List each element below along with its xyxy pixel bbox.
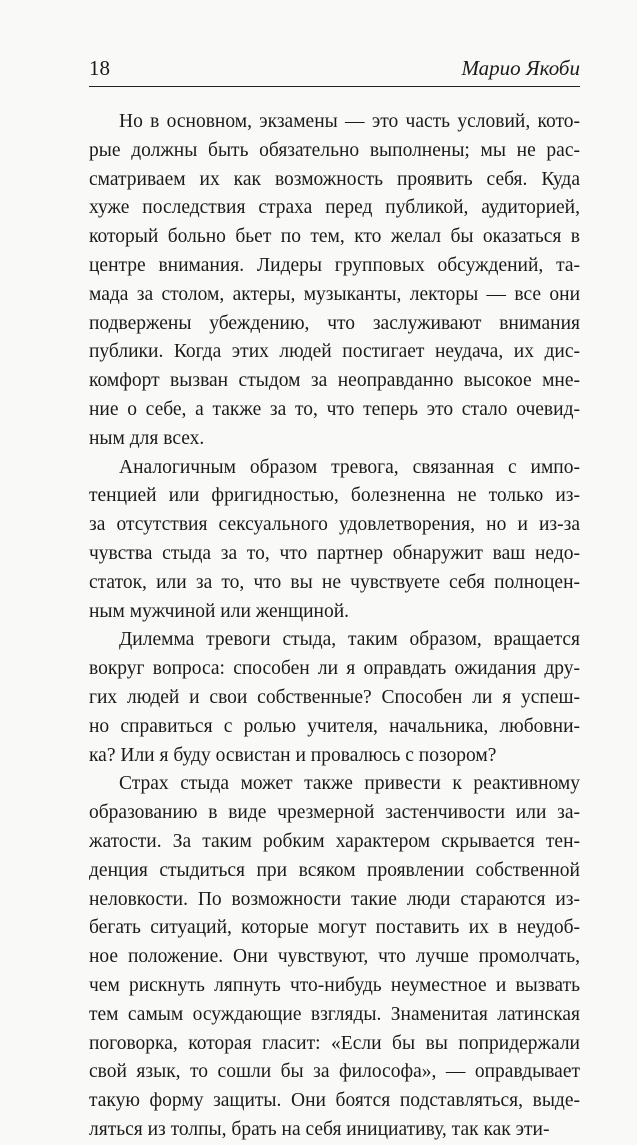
text-line: поговорка, которая гласит: «Если бы вы попридержали (89, 1032, 580, 1054)
text-line: но справиться с ролью учителя, начальника, любовни- (89, 715, 580, 737)
text-line: публики. Когда этих людей постигает неудача, их дис- (89, 341, 580, 363)
text-line: ное положение. Они чувствуют, что лучше промолчать, (89, 946, 580, 968)
text-line: Дилемма тревоги стыда, таким образом, вращается (119, 629, 580, 651)
text-line: чем рискнуть ляпнуть что-нибудь неуместное и вызвать (89, 974, 580, 996)
text-line: ным для всех. (89, 427, 205, 449)
text-line: ка? Или я буду освистан и провалюсь с позором? (89, 744, 497, 766)
text-line: вокруг вопроса: способен ли я оправдать ожидания дру- (89, 658, 580, 680)
header-rule (89, 86, 580, 87)
text-line: тенцией или фригидностью, болезненна не только из- (89, 485, 580, 507)
text-line: гих людей и свои собственные? Способен ли я успеш- (89, 686, 580, 708)
body-text (89, 108, 580, 1145)
text-line: денция стыдиться при всяком проявлении собственной (89, 859, 580, 881)
text-line: свой язык, то сошли бы за философа», — оправдывает (89, 1061, 580, 1083)
text-line: неловкости. По возможности такие люди стараются из- (89, 888, 580, 910)
text-line: ляться из толпы, брать на себя инициативу, так как эти- (89, 1118, 550, 1140)
text-line: ным мужчиной или женщиной. (89, 600, 350, 622)
text-line: жатости. За таким робким характером скрывается тен- (89, 830, 580, 852)
text-line: центре внимания. Лидеры групповых обсуждений, та- (89, 254, 580, 276)
text-line: хуже последствия страха перед публикой, аудиторией, (89, 197, 580, 219)
text-line: бегать ситуаций, которые могут поставить их в неудоб- (89, 917, 580, 939)
paragraph (89, 108, 580, 454)
paragraph (89, 770, 580, 1144)
paragraph (89, 626, 580, 770)
paragraph (89, 454, 580, 627)
text-line: образованию в виде чрезмерной застенчивости или за- (89, 802, 580, 824)
text-line: подвержены убеждению, что заслуживают внимания (89, 312, 580, 334)
text-line: мада за столом, актеры, музыканты, лекторы — все они (89, 283, 580, 305)
text-line: статок, или за то, что вы не чувствуете себя полноцен- (89, 571, 580, 593)
text-line: который больно бьет по тем, кто желал бы оказаться в (89, 226, 580, 248)
text-line: рые должны быть обязательно выполнены; мы не рас- (89, 139, 580, 161)
text-line: тем самым осуждающие взгляды. Знаменитая латинская (89, 1003, 580, 1025)
text-line: ние о себе, а также за то, что теперь это стало очевид- (89, 398, 580, 420)
running-head (89, 56, 580, 86)
page-number: 18 (89, 56, 110, 80)
running-title: Марио Якоби (461, 56, 580, 80)
text-line: такую форму защиты. Они боятся подставляться, выде- (89, 1090, 580, 1112)
text-line: комфорт вызван стыдом за неоправданно высокое мне- (89, 370, 580, 392)
text-line: сматриваем их как возможность проявить себя. Куда (89, 168, 580, 190)
text-line: за отсутствия сексуального удовлетворения, но и из-за (89, 514, 580, 536)
text-line: Аналогичным образом тревога, связанная с импо- (119, 456, 580, 478)
text-line: чувства стыда за то, что партнер обнаружит ваш недо- (89, 542, 580, 564)
text-line: Страх стыда может также привести к реактивному (119, 773, 580, 795)
text-line: Но в основном, экзамены — это часть условий, кото- (119, 111, 580, 132)
